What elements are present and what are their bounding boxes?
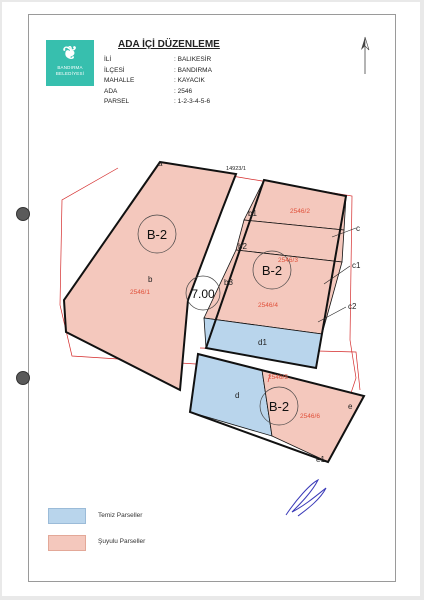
legend-swatch-shared (48, 535, 86, 551)
corner-label-b: b (148, 275, 153, 284)
corner-label-a: a (158, 159, 163, 168)
corner-label-b3: b3 (224, 278, 233, 287)
parcel-d[interactable] (190, 354, 272, 436)
info-label: ADA (104, 87, 118, 95)
corner-label-c1: c1 (352, 261, 361, 270)
logo-line1: BANDIRMA (57, 65, 83, 70)
corner-label-d1: d1 (258, 338, 267, 347)
parcel-number: 2546/2 (290, 208, 310, 215)
parcel-number: 2546/6 (300, 413, 320, 420)
corner-label-c2: c2 (348, 302, 357, 311)
info-value: : 1-2-3-4-5-6 (174, 98, 211, 105)
legend-label-clean: Temiz Parseller (98, 512, 143, 519)
parcel-number: 2546/1 (130, 289, 150, 296)
parcel-number: 2546/5 (268, 374, 288, 381)
corner-label-b1: b1 (248, 209, 257, 218)
info-value: : 2546 (174, 87, 193, 95)
corner-label-e1: e1 (316, 455, 325, 464)
info-value: : KAYACIK (174, 77, 205, 84)
legend-label-shared: Şuyulu Parseller (98, 538, 146, 545)
info-label: İLİ (104, 56, 112, 63)
legend-swatch-clean (48, 508, 86, 524)
info-label: İLÇESİ (104, 66, 125, 74)
parcel-number: 2546/3 (278, 257, 298, 264)
info-value: : BANDIRMA (174, 66, 212, 74)
info-value: : BALIKESİR (174, 56, 212, 63)
signature (286, 480, 326, 516)
corner-label-c: c (356, 224, 360, 233)
corner-label-b2: b2 (238, 242, 247, 251)
logo-line2: BELEDİYESİ (55, 71, 85, 76)
road-parcel-label: 14923/1 (226, 166, 246, 172)
corner-label-e: e (348, 402, 353, 411)
info-label: MAHALLE (104, 77, 135, 84)
zone-label: B-2 (146, 227, 168, 242)
parcel-number: 2546/4 (258, 302, 278, 309)
info-label: PARSEL (104, 98, 130, 105)
corner-label-d: d (235, 391, 240, 400)
page-title: ADA İÇİ DÜZENLEME (118, 39, 220, 50)
zone-label: B-2 (261, 263, 283, 278)
road-width-label: 7.00 (191, 287, 215, 301)
zone-label: B-2 (268, 399, 290, 414)
logo-emblem-icon: ❦ (62, 43, 78, 64)
